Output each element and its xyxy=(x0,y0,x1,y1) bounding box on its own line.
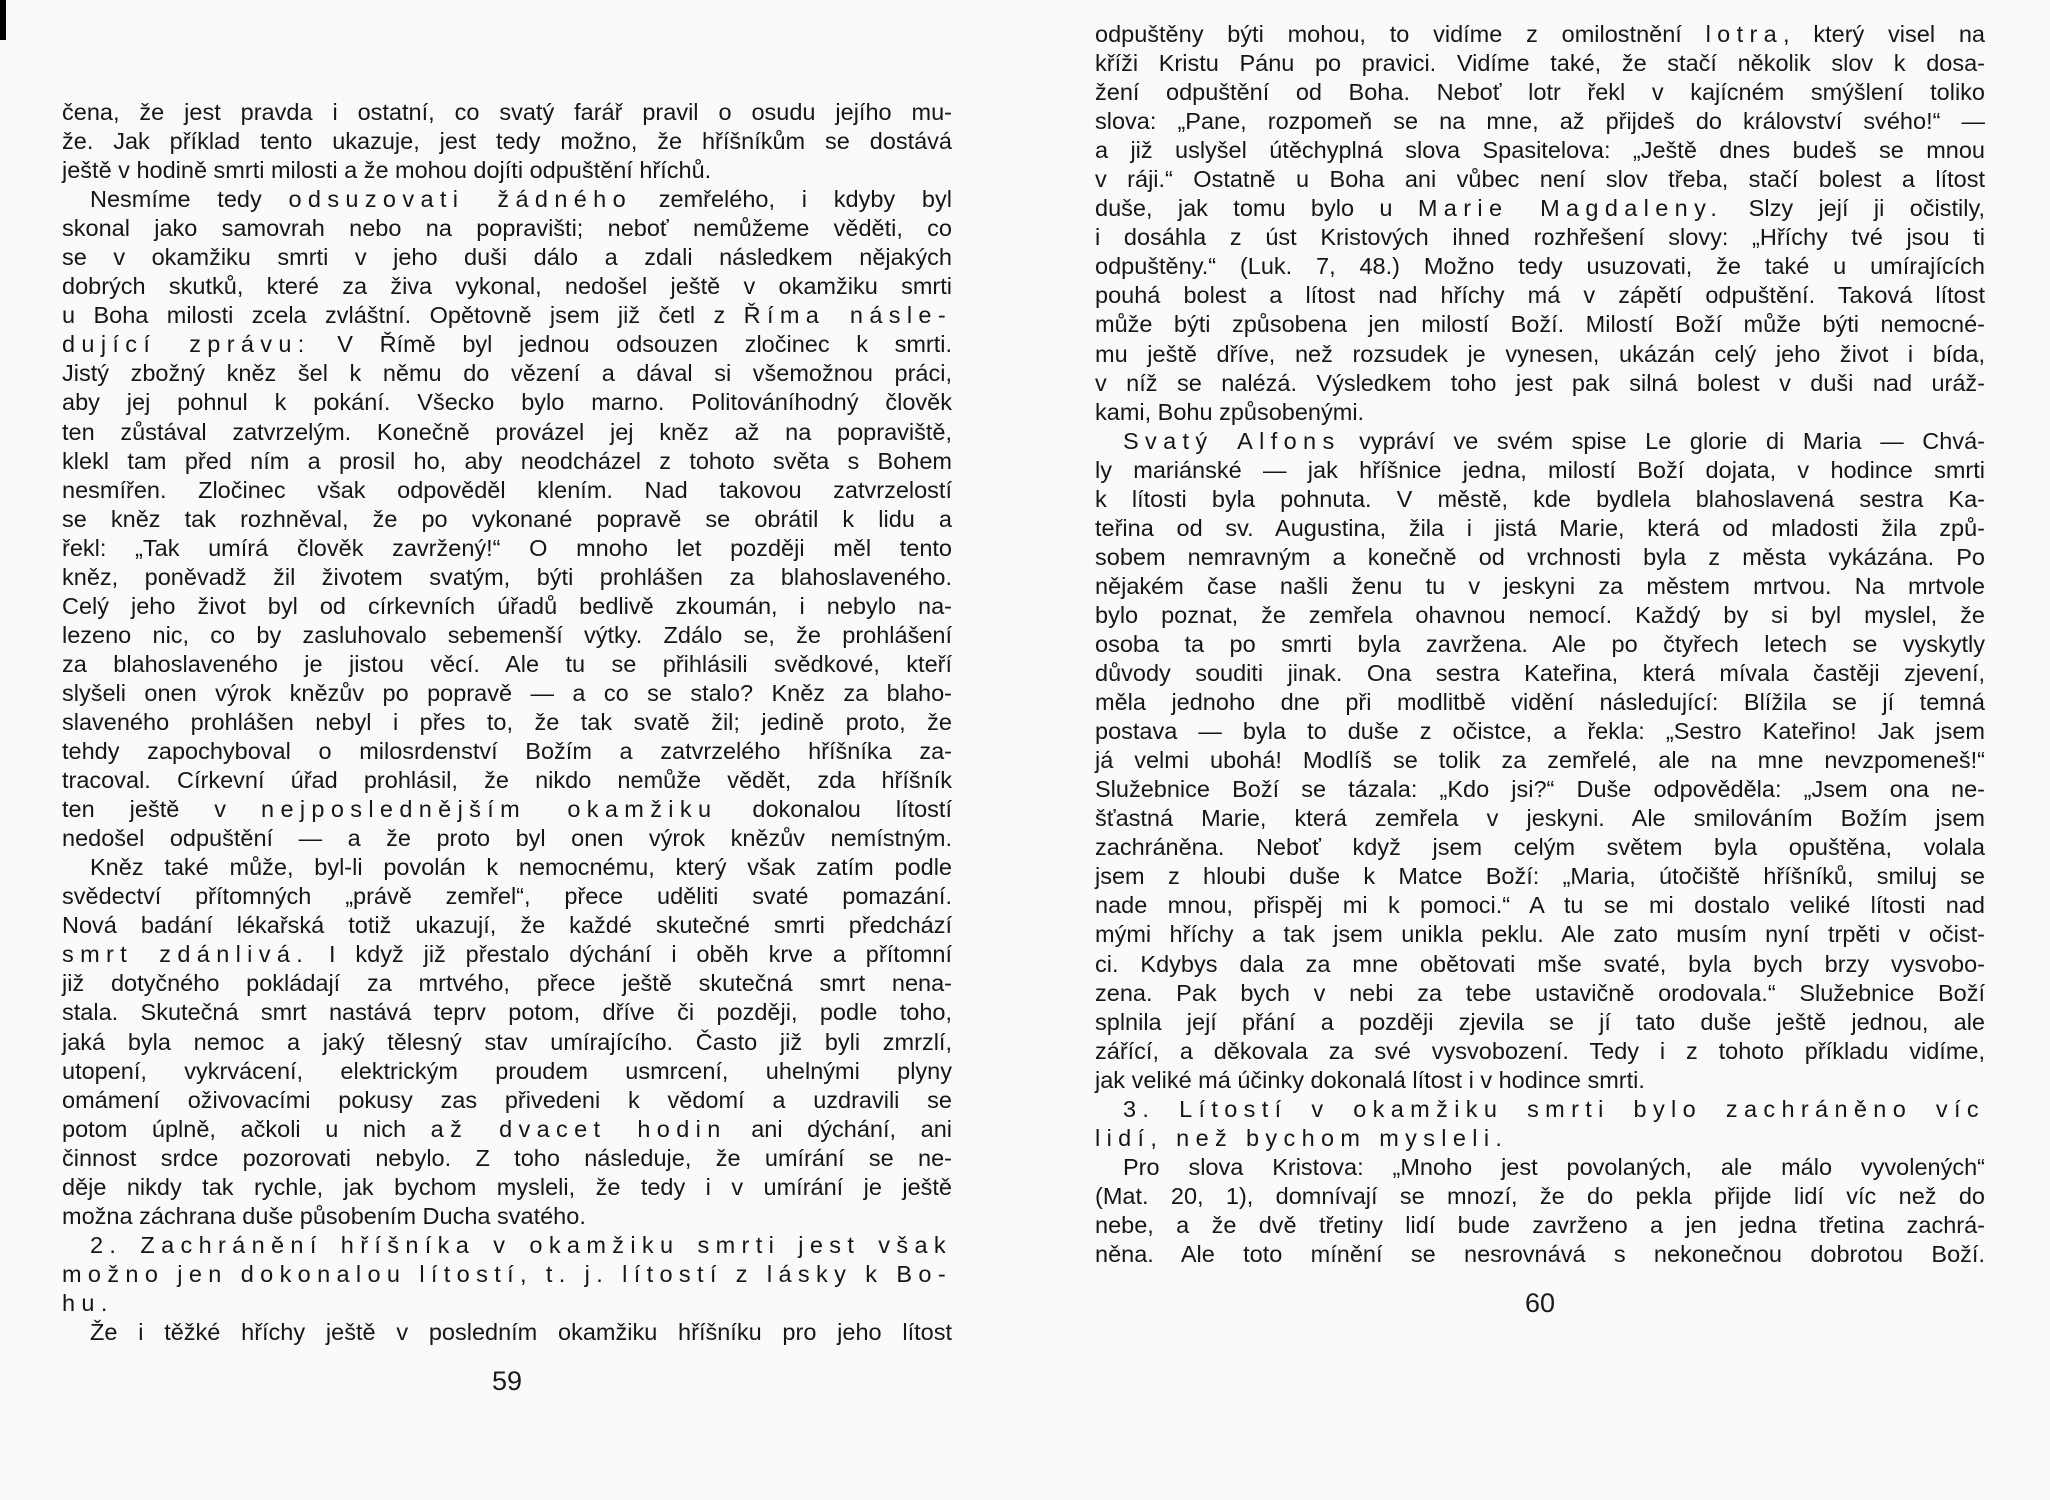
text-line xyxy=(1095,572,1985,601)
text-line xyxy=(62,621,952,650)
text-line xyxy=(62,882,952,911)
text-segment: pouhá bolest a lítost nad hříchy má v zápětí odpuštění. Taková lítost xyxy=(1095,282,1985,309)
text-segment: ještě v hodině smrti milosti a že mohou dojíti odpuštění hříchů. xyxy=(62,157,712,184)
text-line xyxy=(62,1318,952,1347)
text-segment: činnost srdce pozorovati nebylo. Z toho následuje, že umírání se ne- xyxy=(62,1144,952,1171)
text-segment: duše, jak tomu bylo u xyxy=(1095,195,1418,222)
text-segment: nějakém čase našli ženu tu v jeskyni za městem mrtvou. Na mrtvole xyxy=(1095,572,1985,599)
text-segment: Nová badání lékařská totiž ukazují, že každé skutečné smrti předchází xyxy=(62,912,952,939)
text-line xyxy=(62,998,952,1027)
text-line xyxy=(1095,804,1985,833)
text-line xyxy=(1095,1066,1985,1095)
letterspaced-text-segment: až dvacet hodin xyxy=(430,1115,727,1142)
text-segment: k lítosti byla pohnuta. V městě, kde bydlela blahoslavená sestra Ka- xyxy=(1095,485,1985,512)
text-line xyxy=(1095,398,1985,427)
text-line xyxy=(62,330,952,359)
text-line xyxy=(62,592,952,621)
text-segment: nebe, a že dvě třetiny lidí bude zavrženo a jen jedna třetina zachrá- xyxy=(1095,1211,1985,1238)
text-line xyxy=(62,1173,952,1202)
text-line xyxy=(62,185,952,214)
text-segment: ten ještě v xyxy=(62,796,262,823)
text-segment: mu ještě dříve, než rozsudek je vynesen, ukázán celý jeho život i bída, xyxy=(1095,340,1985,367)
text-segment: a již uslyšel útěchyplná slova Spasitelova: „Ještě dnes budeš se mnou xyxy=(1095,137,1985,164)
text-segment: ci. Kdybys dala za mne obětovati mše svaté, byla bych brzy vysvobo- xyxy=(1095,950,1985,977)
text-line xyxy=(62,940,952,969)
text-line xyxy=(1095,688,1985,717)
text-line xyxy=(62,708,952,737)
text-segment: v níž se nalézá. Výsledkem toho jest pak silná bolest v duši nad uráž- xyxy=(1095,369,1985,396)
text-segment: možna záchrana duše působením Ducha svatého. xyxy=(62,1202,586,1229)
text-segment: splnila její přání a později zjevila se jí tato duše ještě jednou, ale xyxy=(1095,1008,1985,1035)
text-segment: zemřelého, i kdyby byl xyxy=(632,186,952,213)
text-segment: za blahoslaveného je jistou věcí. Ale tu se přihlásili svědkové, kteří xyxy=(62,650,952,677)
text-line xyxy=(1095,775,1985,804)
text-segment: Jistý zbožný kněz šel k němu do vězení a dával si všemožnou práci, xyxy=(62,360,952,387)
letterspaced-text-segment: hu. xyxy=(62,1289,114,1316)
text-line xyxy=(1095,1182,1985,1211)
text-line xyxy=(1095,1095,1985,1124)
text-segment: skonal jako samovrah nebo na popravišti; neboť nemůžeme věděti, co xyxy=(62,215,952,242)
letterspaced-text-segment: 3. Lítostí v okamžiku smrti bylo zachráněno víc xyxy=(1123,1095,1985,1122)
text-segment: v ráji.“ Ostatně u Boha ani vůbec není slov třeba, stačí bolest a lítost xyxy=(1095,166,1985,193)
text-line xyxy=(1095,1211,1985,1240)
text-segment: Slzy její ji očistily, xyxy=(1723,195,1985,222)
text-segment: aby jej pohnul k pokání. Všecko bylo marno. Politováníhodný člověk xyxy=(62,389,952,416)
text-line xyxy=(62,1028,952,1057)
text-line xyxy=(1095,20,1985,49)
text-segment: osoba ta po smrti byla zavržena. Ale po čtyřech letech se vyskytly xyxy=(1095,630,1985,657)
text-line xyxy=(1095,862,1985,891)
text-segment: u Boha milosti zcela zvláštní. Opětovně jsem již četl z xyxy=(62,302,744,329)
text-segment: nade mnou, přispěj mi k pomoci.“ A tu se mi dostalo veliké lítosti nad xyxy=(1095,892,1985,919)
text-line xyxy=(62,737,952,766)
text-segment: tracoval. Církevní úřad prohlásil, že nikdo nemůže vědět, zda hříšník xyxy=(62,767,952,794)
text-segment: šťastná Marie, která zemřela v jeskyni. Ale smilováním Božím jsem xyxy=(1095,805,1985,832)
text-line xyxy=(62,1115,952,1144)
text-segment: se kněz tak rozhněval, že po vykonané popravě se obrátil k lidu a xyxy=(62,505,952,532)
page-number-60: 60 xyxy=(1524,1288,1556,1318)
text-segment: potom úplně, ačkoli u nich xyxy=(62,1115,431,1142)
text-segment: čena, že jest pravda i ostatní, co svatý farář pravil o osudu jejího mu- xyxy=(62,99,952,125)
text-line xyxy=(1095,543,1985,572)
text-line xyxy=(62,1057,952,1086)
text-segment: sobem nemravným a konečně od vrchnosti byla z města vykázána. Po xyxy=(1095,543,1985,570)
text-line xyxy=(1095,1124,1985,1153)
text-line xyxy=(62,301,952,330)
letterspaced-text-segment: odsuzovati žádného xyxy=(288,186,632,213)
text-segment: kami, Bohu způsobenými. xyxy=(1095,398,1365,425)
text-line xyxy=(62,272,952,301)
text-line xyxy=(1095,979,1985,1008)
text-segment: omámení oživovacími pokusy zas přivedeni k vědomí a uzdravili se xyxy=(62,1086,952,1113)
text-line xyxy=(1095,746,1985,775)
text-line xyxy=(1095,1240,1985,1269)
text-line xyxy=(1095,194,1985,223)
text-line xyxy=(1095,223,1985,252)
text-segment: ly mariánské — jak hříšnice jedna, milostí Boží dojata, v hodince smrti xyxy=(1095,456,1985,483)
letterspaced-text-segment: Marie Magdaleny. xyxy=(1417,195,1724,222)
page-60-lines xyxy=(1095,20,1985,1269)
text-segment: jaká byla nemoc a jaký tělesný stav umírajícího. Často již byli zmrzlí, xyxy=(62,1028,952,1055)
scan-edge-artifact xyxy=(0,0,6,40)
text-line xyxy=(1095,49,1985,78)
text-segment: já velmi ubohá! Modlíš se tolik za zemřelé, ale na mne nevzpomeneš!“ xyxy=(1095,747,1985,774)
text-segment: důvody souditi jinak. Ona sestra Kateřina, která mívala častěji zjevení, xyxy=(1095,660,1985,687)
text-segment: měla jednoho dne při modlitbě vidění následující: Blížila se jí temná xyxy=(1095,689,1985,716)
text-segment: děje nikdy tak rychle, jak bychom mysleli, že tedy i v umírání je ještě xyxy=(62,1173,952,1200)
text-segment: postava — byla to duše z očistce, a řekla: „Sestro Kateřino! Jak jsem xyxy=(1095,718,1985,745)
text-segment: Že i těžké hříchy ještě v posledním okamžiku hříšníku pro jeho lítost xyxy=(90,1318,952,1345)
page-59-lines xyxy=(62,98,952,1347)
letterspaced-text-segment: lotra xyxy=(1705,21,1784,47)
text-line xyxy=(1095,950,1985,979)
text-line xyxy=(1095,340,1985,369)
letterspaced-text-segment: Svatý Alfons xyxy=(1123,427,1341,454)
text-line xyxy=(1095,920,1985,949)
text-segment: (Mat. 20, 1), domnívají se mnozí, že do pekla přijde lidí víc než do xyxy=(1095,1182,1985,1209)
text-line xyxy=(1095,78,1985,107)
letterspaced-text-segment: Říma násle- xyxy=(743,302,953,329)
text-line xyxy=(62,969,952,998)
text-line xyxy=(62,1260,952,1289)
text-line xyxy=(62,534,952,563)
page-number-59: 59 xyxy=(491,1366,523,1396)
text-segment: zářící, a děkovala za své vysvobození. Tedy i z tohoto příkladu vidíme, xyxy=(1095,1037,1985,1064)
text-line xyxy=(62,1231,952,1260)
text-segment: svědectví přítomných „právě zemřel“, přece uděliti svaté pomazání. xyxy=(62,883,952,910)
text-line xyxy=(1095,630,1985,659)
text-segment: slova: „Pane, rozpomeň se na mne, až přijdeš do království svého!“ — xyxy=(1095,108,1985,135)
text-segment: ani dýchání, ani xyxy=(726,1115,952,1142)
text-line xyxy=(62,853,952,882)
text-line xyxy=(1095,659,1985,688)
text-line xyxy=(62,1144,952,1173)
text-segment: , který visel na xyxy=(1783,21,1985,47)
text-segment: teřina od sv. Augustina, žila i jistá Marie, která od mladosti žila způ- xyxy=(1095,514,1985,541)
page-59-text-column xyxy=(62,98,952,1347)
text-segment: stala. Skutečná smrt nastává teprv potom, dříve či později, podle toho, xyxy=(62,999,952,1026)
text-line xyxy=(1095,281,1985,310)
text-line xyxy=(62,243,952,272)
text-line xyxy=(62,127,952,156)
text-line xyxy=(62,359,952,388)
text-segment: lezeno nic, co by zasluhovalo sebemenší výtky. Zdálo se, že prohlášení xyxy=(62,621,952,648)
letterspaced-text-segment: nejposlednějším okamžiku xyxy=(261,796,718,823)
text-line xyxy=(62,911,952,940)
text-segment: i dosáhla z úst Kristových ihned rozhřešení slovy: „Hříchy tvé jsou ti xyxy=(1095,224,1985,251)
text-line xyxy=(1095,252,1985,281)
text-segment: slyšeli onen výrok knězův po popravě — a co se stalo? Kněz za blaho- xyxy=(62,679,952,706)
text-segment: může býti způsobena jen milostí Boží. Milostí Boží může býti nemocné- xyxy=(1095,311,1985,338)
text-line xyxy=(1095,136,1985,165)
text-segment: ten zůstával zatvrzelým. Konečně provázel jej kněz až na popraviště, xyxy=(62,418,952,445)
text-segment: utopení, vykrvácení, elektrickým proudem usmrcení, uhelnými plyny xyxy=(62,1057,952,1084)
text-segment: zena. Pak bych v nebi za tebe ustavičně orodovala.“ Služebnice Boží xyxy=(1095,979,1985,1006)
text-line xyxy=(1095,891,1985,920)
text-line xyxy=(62,1202,952,1231)
text-segment: tehdy zapochyboval o milosrdenství Božím a zatvrzelého hříšníka za- xyxy=(62,738,952,765)
text-line xyxy=(62,388,952,417)
text-line xyxy=(1095,107,1985,136)
text-segment: bylo poznat, že zemřela ohavnou nemocí. Každý by si byl myslel, že xyxy=(1095,601,1985,628)
text-segment: nesmířen. Zločinec však odpověděl klením. Nad takovou zatvrzelostí xyxy=(62,476,952,503)
text-line xyxy=(62,476,952,505)
text-segment: dobrých skutků, které za živa vykonal, nedošel ještě v okamžiku smrti xyxy=(62,273,952,300)
text-segment: mými hříchy a tak jsem unikla peklu. Ale zato musím nyní trpěti v očist- xyxy=(1095,921,1985,948)
text-line xyxy=(1095,427,1985,456)
text-segment: odpuštěny.“ (Luk. 7, 48.) Možno tedy usuzovati, že také u umírajících xyxy=(1095,253,1985,280)
text-segment: řekl: „Tak umírá člověk zavržený!“ O mnoho let později měl tento xyxy=(62,534,952,561)
text-line xyxy=(62,650,952,679)
text-line xyxy=(1095,369,1985,398)
text-line xyxy=(1095,1037,1985,1066)
text-line xyxy=(1095,717,1985,746)
text-segment: že. Jak příklad tento ukazuje, jest tedy možno, že hříšníkům se dostává xyxy=(62,128,952,155)
text-segment: kříži Kristu Pánu po pravici. Vidíme také, že stačí několik slov k dosa- xyxy=(1095,50,1985,77)
text-line xyxy=(62,505,952,534)
text-line xyxy=(1095,456,1985,485)
text-segment: vypráví ve svém spise Le glorie di Maria — Chvá- xyxy=(1340,427,1985,454)
text-line xyxy=(1095,601,1985,630)
text-segment: něna. Ale toto mínění se nesrovnává s nekonečnou dobrotou Boží. xyxy=(1095,1240,1985,1267)
text-line xyxy=(1095,514,1985,543)
text-segment: dokonalou lítostí xyxy=(717,796,952,823)
text-segment: slaveného prohlášen nebyl i přes to, že tak svatě žil; jedině proto, že xyxy=(62,708,952,735)
text-segment: jsem z hloubi duše k Matce Boží: „Maria, útočiště hříšníků, smiluj se xyxy=(1095,863,1985,890)
letterspaced-text-segment: možno jen dokonalou lítostí, t. j. lítostí z lásky k Bo- xyxy=(62,1260,952,1287)
text-segment: klekl tam před ním a prosil ho, aby neodcházel z tohoto světa s Bohem xyxy=(62,447,952,474)
text-segment: žení odpuštění od Boha. Neboť lotr řekl v kajícném smýšlení toliko xyxy=(1095,79,1985,106)
text-segment: zachráněna. Neboť když jsem celým světem byla opuštěna, volala xyxy=(1095,834,1985,861)
letterspaced-text-segment: smrt zdánlivá. xyxy=(62,941,310,968)
text-line xyxy=(62,563,952,592)
letterspaced-text-segment: lidí, než bychom mysleli. xyxy=(1095,1124,1509,1151)
text-segment: V Římě byl jednou odsouzen zločinec k smrti. xyxy=(310,331,953,358)
text-line xyxy=(62,795,952,824)
letterspaced-text-segment: 2. Zachránění hříšníka v okamžiku smrti jest však xyxy=(90,1231,952,1258)
text-line xyxy=(1095,165,1985,194)
text-segment: Kněz také může, byl-li povolán k nemocnému, který však zatím podle xyxy=(90,854,952,881)
text-line xyxy=(62,1289,952,1318)
text-line xyxy=(62,98,952,127)
text-line xyxy=(1095,833,1985,862)
text-segment: již dotyčného pokládají za mrtvého, přece ještě skutečná smrt nena- xyxy=(62,970,952,997)
text-line xyxy=(1095,1153,1985,1182)
text-segment: se v okamžiku smrti v jeho duši dálo a zdali následkem nějakých xyxy=(62,244,952,271)
text-line xyxy=(62,1086,952,1115)
text-line xyxy=(62,214,952,243)
text-segment: Pro slova Kristova: „Mnoho jest povolaných, ale málo vyvolených“ xyxy=(1123,1153,1985,1180)
text-segment: nedošel odpuštění — a že proto byl onen výrok knězův nemístným. xyxy=(62,825,952,852)
text-segment: I když již přestalo dýchání i oběh krve a přítomní xyxy=(309,941,952,968)
text-line xyxy=(62,824,952,853)
text-line xyxy=(62,447,952,476)
text-line xyxy=(62,679,952,708)
text-line xyxy=(62,418,952,447)
text-line xyxy=(1095,310,1985,339)
text-segment: kněz, poněvadž žil životem svatým, býti prohlášen za blahoslaveného. xyxy=(62,563,952,590)
text-segment: jak veliké má účinky dokonalá lítost i v hodince smrti. xyxy=(1095,1066,1645,1093)
text-line xyxy=(1095,485,1985,514)
text-line xyxy=(62,766,952,795)
letterspaced-text-segment: dující zprávu: xyxy=(62,331,311,358)
text-segment: Celý jeho život byl od církevních úřadů bedlivě zkoumán, i nebylo na- xyxy=(62,592,952,619)
text-line xyxy=(62,156,952,185)
text-segment: Služebnice Boží se tázala: „Kdo jsi?“ Duše odpověděla: „Jsem ona ne- xyxy=(1095,776,1985,803)
text-segment: Nesmíme tedy xyxy=(90,186,289,213)
text-line xyxy=(1095,1008,1985,1037)
page-60-text-column xyxy=(1095,20,1985,1269)
text-segment: odpuštěny býti mohou, to vidíme z omilostnění xyxy=(1095,21,1706,47)
